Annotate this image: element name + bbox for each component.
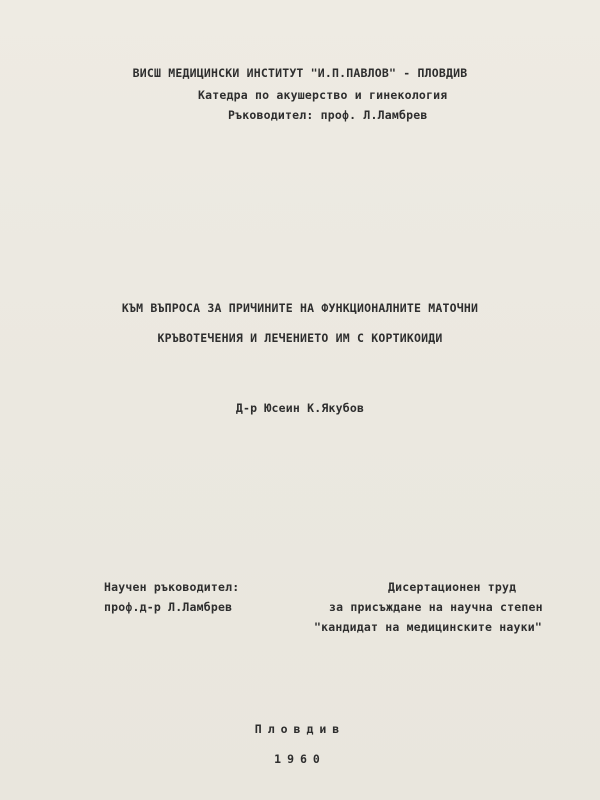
supervisor-label: Научен ръководител: — [104, 580, 240, 594]
department-name: Катедра по акушерство и гинекология — [198, 88, 448, 102]
publication-year: 1960 — [274, 752, 326, 766]
supervisor-name: проф.д-р Л.Ламбрев — [104, 600, 233, 614]
dissertation-line-1: Дисертационен труд — [388, 580, 517, 594]
author-name: Д-р Юсеин К.Якубов — [235, 401, 365, 415]
department-head: Ръководител: проф. Л.Ламбрев — [228, 108, 428, 122]
thesis-title-line-2: КРЪВОТЕЧЕНИЯ И ЛЕЧЕНИЕТО ИМ С КОРТИКОИДИ — [157, 331, 443, 345]
city-name: Пловдив — [254, 722, 346, 736]
dissertation-line-2: за присъждане на научна степен — [329, 600, 543, 614]
dissertation-line-3: "кандидат на медицинските науки" — [314, 620, 542, 634]
institute-name: ВИСШ МЕДИЦИНСКИ ИНСТИТУТ "И.П.ПАВЛОВ" - ПЛОВДИВ — [132, 66, 468, 80]
thesis-title-line-1: КЪМ ВЪПРОСА ЗА ПРИЧИНИТЕ НА ФУНКЦИОНАЛНИТЕ МАТОЧНИ — [121, 301, 479, 315]
